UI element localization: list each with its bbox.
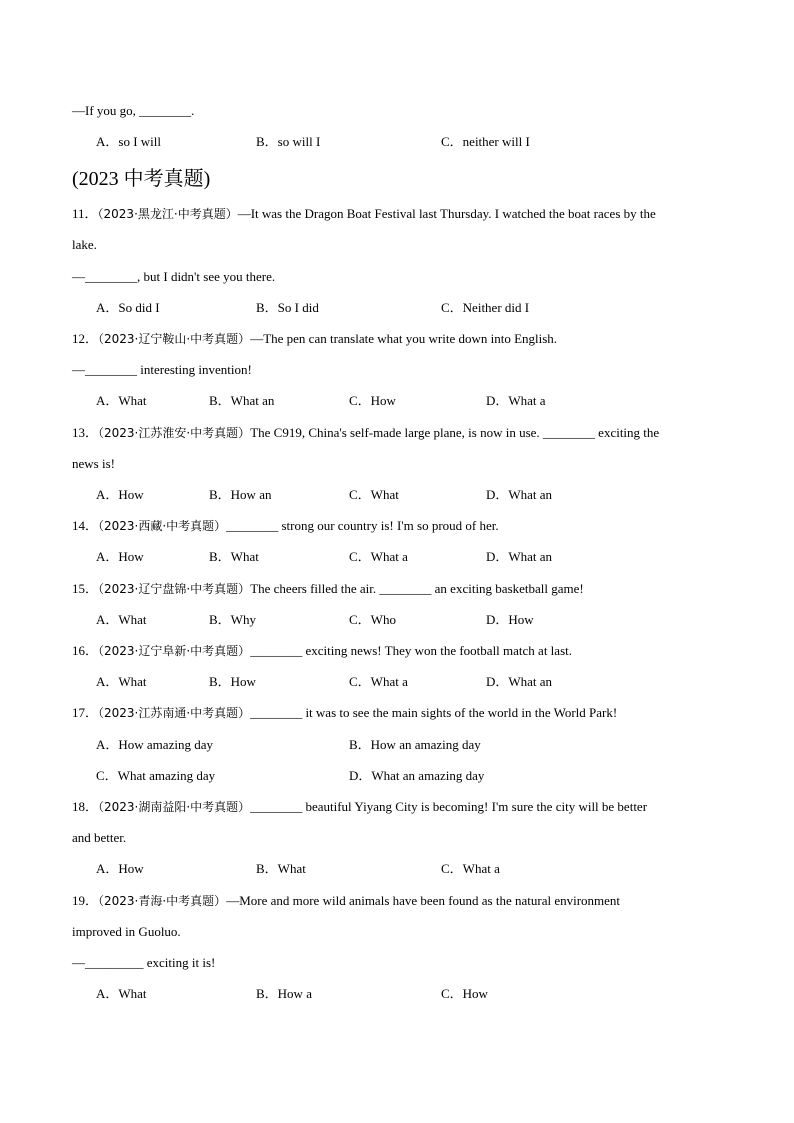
q16-option-d: D．What an xyxy=(486,674,553,689)
q17-option-d: D．What an amazing day xyxy=(349,768,485,783)
q17-line1 xyxy=(72,704,617,722)
q18-options xyxy=(96,860,736,878)
q12-source: （2023·辽宁鞍山·中考真题） xyxy=(98,332,251,346)
q19-option-c: C．How xyxy=(441,986,488,1001)
q11-option-a: A．So did I xyxy=(96,300,160,315)
q15-source: （2023·辽宁盘锦·中考真题） xyxy=(98,582,251,596)
q18-line2: and better. xyxy=(72,830,127,845)
q19-line1 xyxy=(72,892,620,910)
q19-option-b: B．How a xyxy=(256,986,312,1001)
q13-options xyxy=(96,486,736,504)
q12-option-c: C．How xyxy=(349,393,396,408)
q11-option-b: B．So I did xyxy=(256,300,319,315)
q19-options xyxy=(96,985,736,1003)
q12-option-b: B．What an xyxy=(209,393,275,408)
q16-text1: ________ exciting news! They won the football match at last. xyxy=(250,643,572,658)
section-title: (2023 中考真题) xyxy=(72,168,211,190)
q15-option-a: A．What xyxy=(96,612,147,627)
q17-number: 17． xyxy=(72,705,99,720)
q14-text1: ________ strong our country is! I'm so proud of her. xyxy=(226,518,499,533)
q16-option-c: C．What a xyxy=(349,674,408,689)
q16-options xyxy=(96,673,736,691)
q17-option-a: A．How amazing day xyxy=(96,737,213,752)
q18-number: 18． xyxy=(72,799,99,814)
q15-option-d: D．How xyxy=(486,612,534,627)
q12-options xyxy=(96,392,736,410)
q15-text1: The cheers filled the air. ________ an exciting basketball game! xyxy=(250,581,584,596)
q10-option-c: C．neither will I xyxy=(441,134,530,149)
q17-option-c: C．What amazing day xyxy=(96,768,216,783)
q14-option-b: B．What xyxy=(209,549,259,564)
q11-number: 11． xyxy=(72,206,98,221)
q15-option-c: C．Who xyxy=(349,612,396,627)
q18-line1 xyxy=(72,798,647,816)
q19-line3: —_________ exciting it is! xyxy=(72,955,216,970)
q11-options xyxy=(96,299,736,317)
q13-number: 13． xyxy=(72,425,99,440)
q12-text1: —The pen can translate what you write down into English. xyxy=(250,331,558,346)
q18-text1: ________ beautiful Yiyang City is becoming! I'm sure the city will be better xyxy=(250,799,648,814)
q13-option-d: D．What an xyxy=(486,487,553,502)
q16-line1 xyxy=(72,642,572,660)
q14-source: （2023·西藏·中考真题） xyxy=(98,519,227,533)
q14-line1 xyxy=(72,517,499,535)
q14-option-c: C．What a xyxy=(349,549,408,564)
q13-source: （2023·江苏淮安·中考真题） xyxy=(98,426,251,440)
q12-line2: —________ interesting invention! xyxy=(72,362,252,377)
q10-options xyxy=(96,133,736,151)
q13-option-c: C．What xyxy=(349,487,399,502)
q13-line2: news is! xyxy=(72,456,115,471)
q11-option-c: C．Neither did I xyxy=(441,300,530,315)
q17-source: （2023·江苏南通·中考真题） xyxy=(98,706,251,720)
q11-line2: lake. xyxy=(72,237,97,252)
q14-option-a: A．How xyxy=(96,549,144,564)
q11-text1: —It was the Dragon Boat Festival last Thursday. I watched the boat races by the xyxy=(237,206,656,221)
q18-option-a: A．How xyxy=(96,861,144,876)
q12-number: 12． xyxy=(72,331,99,346)
q12-option-d: D．What a xyxy=(486,393,546,408)
q17-options-row2 xyxy=(96,767,736,785)
q12-option-a: A．What xyxy=(96,393,147,408)
q14-number: 14． xyxy=(72,518,99,533)
q15-option-b: B．Why xyxy=(209,612,256,627)
q19-option-a: A．What xyxy=(96,986,147,1001)
q16-option-a: A．What xyxy=(96,674,147,689)
q10-option-a: A．so I will xyxy=(96,134,162,149)
q17-text1: ________ it was to see the main sights of the world in the World Park! xyxy=(250,705,618,720)
q19-source: （2023·青海·中考真题） xyxy=(98,894,227,908)
q12-line1 xyxy=(72,330,557,348)
q16-option-b: B．How xyxy=(209,674,256,689)
q13-option-a: A．How xyxy=(96,487,144,502)
q17-options-row1 xyxy=(96,736,736,754)
q14-options xyxy=(96,548,736,566)
q19-number: 19． xyxy=(72,893,99,908)
q16-number: 16． xyxy=(72,643,99,658)
q18-source: （2023·湖南益阳·中考真题） xyxy=(98,800,251,814)
q17-option-b: B．How an amazing day xyxy=(349,737,481,752)
q10-prompt: —If you go, ________. xyxy=(72,103,195,118)
q13-option-b: B．How an xyxy=(209,487,272,502)
q18-option-b: B．What xyxy=(256,861,306,876)
q15-options xyxy=(96,611,736,629)
q13-text1: The C919, China's self-made large plane, is now in use. ________ exciting the xyxy=(250,425,660,440)
q11-source: （2023·黑龙江·中考真题） xyxy=(97,207,238,221)
q16-source: （2023·辽宁阜新·中考真题） xyxy=(98,644,251,658)
q11-line3: —________, but I didn't see you there. xyxy=(72,269,276,284)
q10-option-b: B．so will I xyxy=(256,134,321,149)
q19-text1: —More and more wild animals have been found as the natural environment xyxy=(226,893,621,908)
q13-line1 xyxy=(72,424,659,442)
q11-line1 xyxy=(72,205,656,223)
q18-option-c: C．What a xyxy=(441,861,500,876)
q15-number: 15． xyxy=(72,581,99,596)
q19-line2: improved in Guoluo. xyxy=(72,924,181,939)
q15-line1 xyxy=(72,580,584,598)
q14-option-d: D．What an xyxy=(486,549,553,564)
